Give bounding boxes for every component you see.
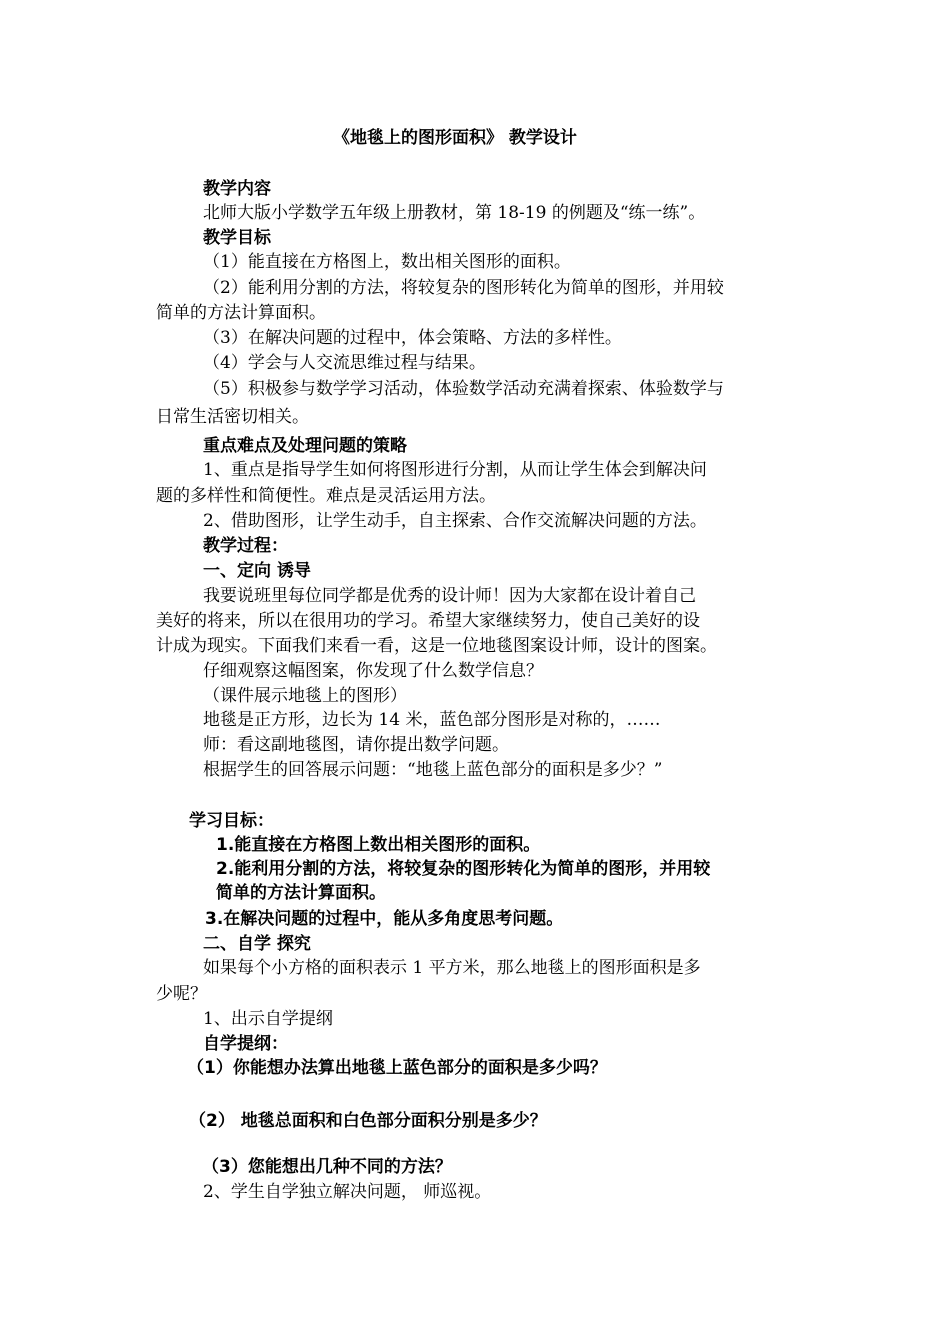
objective-2-line-2: 简单的方法计算面积。 [216, 883, 386, 903]
process-heading: 教学过程： [203, 536, 288, 556]
observe-question: 仔细观察这幅图案，你发现了什么数学信息？ [203, 661, 543, 681]
document-title: 《地毯上的图形面积》 教学设计 [333, 128, 577, 148]
key-2: 2、借助图形，让学生动手，自主探索、合作交流解决问题的方法。 [203, 511, 707, 531]
show-question: 根据学生的回答展示问题：“地毯上蓝色部分的面积是多少？” [203, 760, 663, 780]
outline-heading: 自学提纲： [203, 1034, 288, 1054]
outline-question-3: （3）您能想出几种不同的方法？ [202, 1157, 452, 1177]
objective-2-line-1: 2.能利用分割的方法，将较复杂的图形转化为简单的图形，并用较 [216, 859, 711, 879]
outline-question-1: （1）你能想办法算出地毯上蓝色部分的面积是多少吗？ [187, 1058, 607, 1078]
goal-4: （4）学会与人交流思维过程与结果。 [203, 353, 486, 373]
objectives-heading: 学习目标： [189, 811, 274, 831]
part-1-heading: 一、定向 诱导 [203, 561, 311, 581]
objective-1: 1.能直接在方格图上数出相关图形的面积。 [216, 835, 541, 855]
teacher-prompt: 师：看这副地毯图，请你提出数学问题。 [203, 735, 509, 755]
objective-3: 3.在解决问题的过程中，能从多角度思考问题。 [205, 909, 564, 929]
goals-heading: 教学目标 [203, 228, 271, 248]
part-2-heading: 二、自学 探究 [203, 934, 311, 954]
courseware-note: （课件展示地毯上的图形） [203, 686, 407, 706]
goal-3: （3）在解决问题的过程中，体会策略、方法的多样性。 [203, 328, 622, 348]
carpet-info: 地毯是正方形，边长为 14 米，蓝色部分图形是对称的，…… [203, 710, 661, 730]
outline-step: 1、出示自学提纲 [203, 1009, 333, 1029]
goal-1: （1）能直接在方格图上，数出相关图形的面积。 [203, 252, 571, 272]
intro-line-3: 计成为现实。下面我们来看一看，这是一位地毯图案设计师，设计的图案。 [156, 636, 717, 656]
content-text: 北师大版小学数学五年级上册教材，第 18-19 的例题及“练一练”。 [203, 203, 706, 223]
selfstudy-line-2: 少呢？ [156, 984, 207, 1004]
goal-5-line-1: （5）积极参与数学学习活动，体验数学活动充满着探索、体验数学与 [203, 379, 724, 399]
step-2: 2、学生自学独立解决问题， 师巡视。 [203, 1182, 492, 1202]
key-heading: 重点难点及处理问题的策略 [203, 436, 407, 456]
key-1-line-2: 题的多样性和简便性。难点是灵活运用方法。 [156, 486, 496, 506]
outline-question-2: （2） 地毯总面积和白色部分面积分别是多少？ [189, 1111, 547, 1131]
key-1-line-1: 1、重点是指导学生如何将图形进行分割，从而让学生体会到解决问 [203, 460, 707, 480]
goal-2-line-2: 简单的方法计算面积。 [156, 303, 326, 323]
selfstudy-line-1: 如果每个小方格的面积表示 1 平方米，那么地毯上的图形面积是多 [203, 958, 701, 978]
goal-5-line-2: 日常生活密切相关。 [156, 407, 309, 427]
goal-2-line-1: （2）能利用分割的方法，将较复杂的图形转化为简单的图形，并用较 [203, 278, 724, 298]
content-heading: 教学内容 [203, 179, 271, 199]
intro-line-2: 美好的将来，所以在很用功的学习。希望大家继续努力，使自己美好的设 [156, 611, 700, 631]
intro-line-1: 我要说班里每位同学都是优秀的设计师！因为大家都在设计着自己 [203, 586, 696, 606]
